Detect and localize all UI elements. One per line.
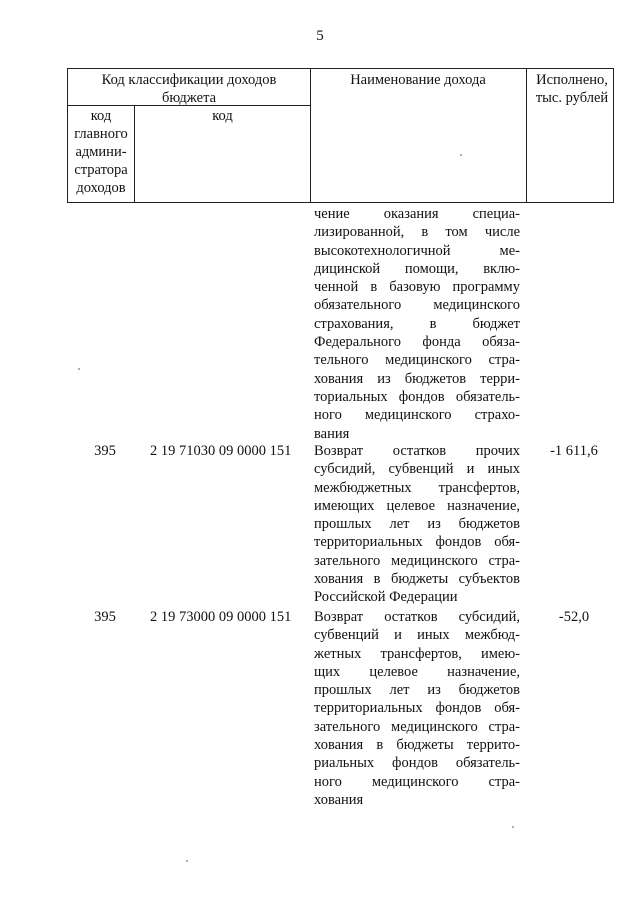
description-line: территориальных фондов обя- <box>314 700 520 717</box>
description-line: межбюджетных трансфертов, <box>314 479 520 496</box>
description-line: ториальных фондов обязатель- <box>314 388 520 405</box>
income-name-header: Наименование дохода <box>350 72 486 88</box>
executed-value: -52,0 <box>558 609 590 625</box>
description-line: территориальных фондов обя- <box>314 534 520 551</box>
description-line: высокотехнологичной ме- <box>314 242 520 259</box>
admin-code: 395 <box>94 609 116 625</box>
admin-code: 395 <box>94 443 116 459</box>
table-header <box>67 68 614 203</box>
income-description <box>314 442 520 607</box>
executed-value: -1 611,6 <box>550 443 598 459</box>
description-line: щих целевое назначение, <box>314 663 520 680</box>
description-line: хования в бюджеты субъектов <box>314 571 520 588</box>
description-line: риальных фондов обязатель- <box>314 755 520 772</box>
description-line: зательного медицинского стра- <box>314 552 520 569</box>
description-line: прошлых лет из бюджетов <box>314 682 520 699</box>
description-line: хования из бюджетов терри- <box>314 370 520 387</box>
income-description <box>314 608 520 809</box>
description-line: жетных трансфертов, имею- <box>314 645 520 662</box>
description-line: лизированной, в том числе <box>314 224 520 241</box>
description-line: обязательного медицинского <box>314 297 520 314</box>
admin-code-header: код главного админи-стратора доходов <box>74 108 128 196</box>
description-line: страхования, в бюджет <box>314 315 520 332</box>
code-header: код <box>212 108 233 124</box>
description-line: Возврат остатков прочих <box>314 443 520 459</box>
description-line: Возврат остатков субсидий, <box>314 609 520 625</box>
description-line: ного медицинского страхо- <box>314 407 520 424</box>
description-line: вания <box>314 425 350 442</box>
description-line: имеющих целевое назначение, <box>314 497 520 514</box>
executed-header: Исполнено, тыс. рублей <box>535 72 609 106</box>
scan-speck <box>460 154 462 156</box>
description-line: хования <box>314 791 364 808</box>
description-line: чение оказания специа- <box>314 206 520 222</box>
scan-speck <box>512 826 514 828</box>
classification-header: Код классификации доходов бюджета <box>101 72 277 106</box>
description-line: прошлых лет из бюджетов <box>314 516 520 533</box>
page-number: 5 <box>316 28 324 44</box>
description-line: тельного медицинского стра- <box>314 352 520 369</box>
description-line: зательного медицинского стра- <box>314 718 520 735</box>
description-line: ного медицинского стра- <box>314 773 520 790</box>
scan-speck <box>186 860 188 862</box>
description-line: Российской Федерации <box>314 589 458 606</box>
continuation-description <box>314 205 520 443</box>
description-line: ченной в базовую программу <box>314 279 520 296</box>
classification-code: 2 19 73000 09 0000 151 <box>150 609 292 625</box>
description-line: Федерального фонда обяза- <box>314 334 520 351</box>
description-line: дицинской помощи, вклю- <box>314 260 520 277</box>
description-line: субсидий, субвенций и иных <box>314 461 520 478</box>
classification-code: 2 19 71030 09 0000 151 <box>150 443 292 459</box>
scan-speck <box>78 368 80 370</box>
description-line: субвенций и иных межбюд- <box>314 627 520 644</box>
description-line: хования в бюджеты террито- <box>314 737 520 754</box>
